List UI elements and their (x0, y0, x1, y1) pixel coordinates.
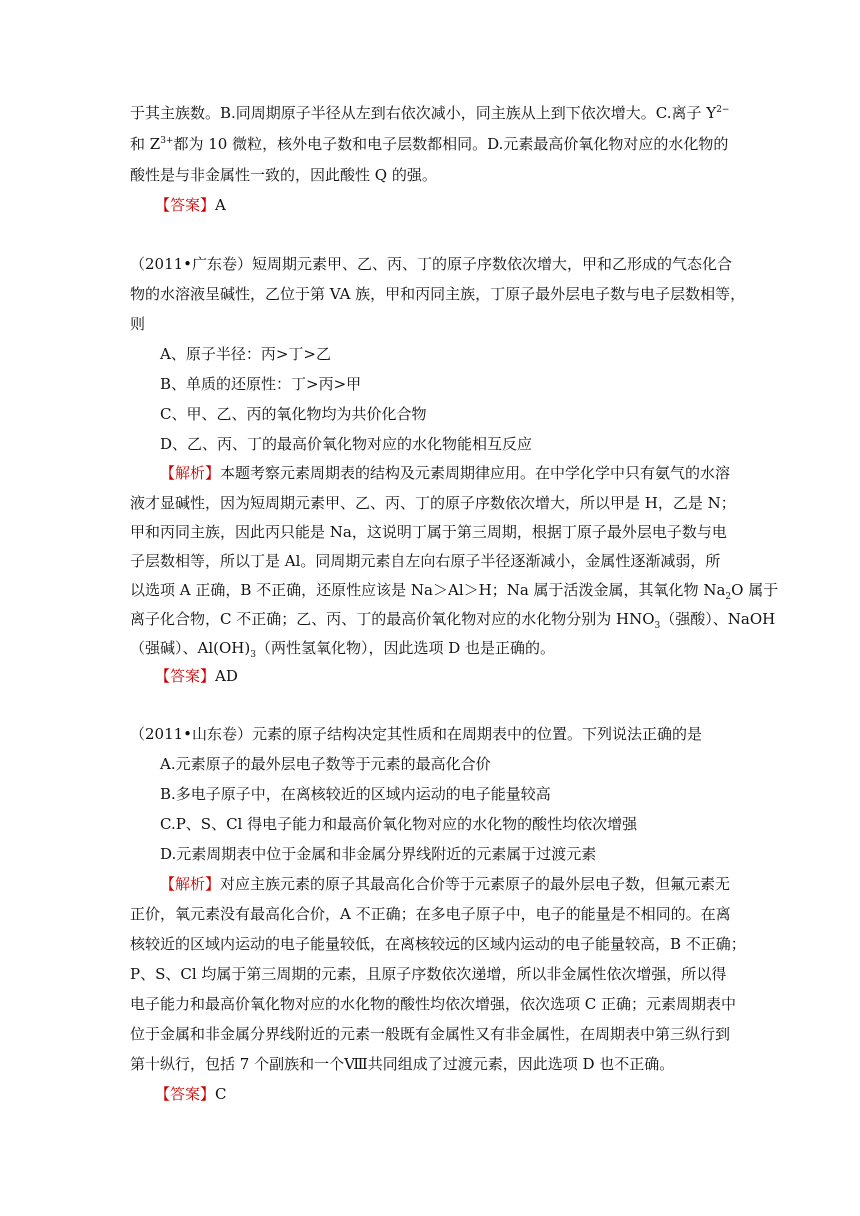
q3-analysis-line-3: 核较近的区域内运动的电子能量较低，在离核较远的区域内运动的电子能量较高，B 不正确； (130, 935, 746, 953)
q2-option-b: B、单质的还原性：丁>丙>甲 (160, 375, 362, 393)
q3-option-a: A.元素原子的最外层电子数等于元素的最高化合价 (160, 755, 491, 773)
q2-analysis-line-6: 离子化合物，C 不正确；乙、丙、丁的最高价氧化物对应的水化物分别为 $HNO_3$（强酸）、NaOH (130, 610, 776, 631)
q3-option-c: C.P、S、Cl 得电子能力和最高价氧化物对应的水化物的酸性均依次增强 (160, 815, 638, 833)
q2-analysis-line-2: 液才显碱性，因为短周期元素甲、乙、丙、丁的原子序数依次增大，所以甲是 H，乙是 N； (130, 494, 736, 512)
intro-line-2: 和 $Z^{3+}$都为 10 微粒，核外电子数和电子层数都相同。D.元素最高价氧化物对应的水化物的 (130, 135, 729, 153)
q2-analysis-line-3: 甲和丙同主族，因此丙只能是 Na，这说明丁属于第三周期，根据丁原子最外层电子数与电 (130, 523, 727, 541)
q3-analysis-line-5: 电子能力和最高价氧化物对应的水化物的酸性均依次增强，依次选项 C 正确；元素周期表中 (130, 995, 737, 1013)
q2-option-a: A、原子半径：丙>丁>乙 (160, 345, 331, 363)
q2-stem-line-1: （2011•广东卷）短周期元素甲、乙、丙、丁的原子序数依次增大，甲和乙形成的气态化合 (130, 255, 733, 273)
answer-3: 【答案】C (155, 1085, 227, 1103)
q2-stem-line-2: 物的水溶液呈碱性，乙位于第 VA 族，甲和丙同主族，丁原子最外层电子数与电子层数相等， (130, 285, 746, 303)
q2-analysis-line-5: 以选项 A 正确，B 不正确，还原性应该是 Na＞Al＞H；Na 属于活泼金属，其氧化物 $Na_2O$ 属于 (130, 581, 779, 602)
q3-stem: （2011•山东卷）元素的原子结构决定其性质和在周期表中的位置。下列说法正确的是 (130, 725, 703, 743)
q3-analysis-line-2: 正价，氧元素没有最高化合价，A 不正确；在多电子原子中，电子的能量是不相同的。在离 (130, 905, 731, 923)
q3-analysis-line-7: 第十纵行，包括 7 个副族和一个Ⅷ共同组成了过渡元素，因此选项 D 也不正确。 (130, 1055, 675, 1073)
answer-1: 【答案】A (155, 196, 226, 214)
intro-line-1: 于其主族数。B.同周期原子半径从左到右依次减小，同主族从上到下依次增大。C.离子 $Y^{2-}$ (130, 104, 730, 122)
intro-line-3: 酸性是与非金属性一致的，因此酸性 Q 的强。 (130, 166, 437, 184)
q2-analysis-line-1: 【解析】本题考察元素周期表的结构及元素周期律应用。在中学化学中只有氨气的水溶 (160, 464, 731, 482)
q3-analysis-line-6: 位于金属和非金属分界线附近的元素一般既有金属性又有非金属性，在周期表中第三纵行到 (130, 1025, 731, 1043)
q3-option-b: B.多电子原子中，在离核较近的区域内运动的电子能量较高 (160, 785, 551, 803)
q3-analysis-line-4: P、S、Cl 均属于第三周期的元素，且原子序数依次递增，所以非金属性依次增强，所以得 (130, 965, 727, 983)
q3-analysis-line-1: 【解析】对应主族元素的原子其最高化合价等于元素原子的最外层电子数，但氟元素无 (160, 875, 731, 893)
q2-stem-line-3: 则 (130, 315, 146, 333)
answer-2: 【答案】AD (155, 667, 238, 685)
q2-analysis-line-7: （强碱）、$Al(OH)_3$（两性氢氧化物），因此选项 D 也是正确的。 (130, 639, 556, 660)
q2-analysis-line-4: 子层数相等，所以丁是 Al。同周期元素自左向右原子半径逐渐减小，金属性逐渐减弱，所 (130, 552, 721, 570)
q2-option-d: D、乙、丙、丁的最高价氧化物对应的水化物能相互反应 (160, 435, 533, 453)
q3-option-d: D.元素周期表中位于金属和非金属分界线附近的元素属于过渡元素 (160, 845, 597, 863)
q2-option-c: C、甲、乙、丙的氧化物均为共价化合物 (160, 405, 427, 423)
